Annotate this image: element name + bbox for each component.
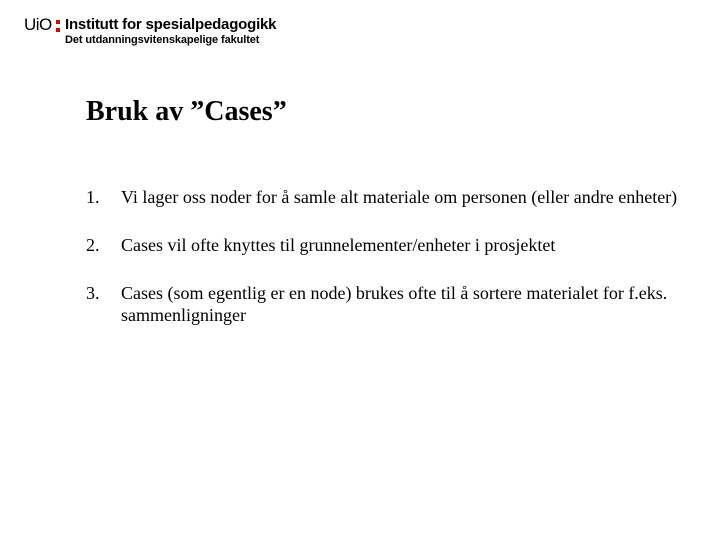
logo-colon-icon [56,18,60,34]
list-item-text: Cases (som egentlig er en node) brukes ofte til å sortere materialet for f.eks. sammenligninger [121,283,668,325]
slide-title: Bruk av ”Cases” [86,96,287,127]
list-item-number: 1. [86,187,100,207]
list-item [86,234,686,256]
faculty-name: Det utdanningsvitenskapelige fakultet [65,34,260,46]
list-item [86,186,686,208]
uio-logo: UiO [24,15,52,34]
list-item [86,282,686,326]
list-item-text: Vi lager oss noder for å samle alt materiale om personen (eller andre enheter) [121,187,678,207]
institution-header [24,14,344,48]
list-item-number: 2. [86,235,100,255]
list-item-text: Cases vil ofte knyttes til grunnelementer/enheter i prosjektet [121,235,556,255]
list-item-number: 3. [86,283,100,303]
numbered-list [86,186,686,352]
institute-name: Institutt for spesialpedagogikk [65,16,277,33]
